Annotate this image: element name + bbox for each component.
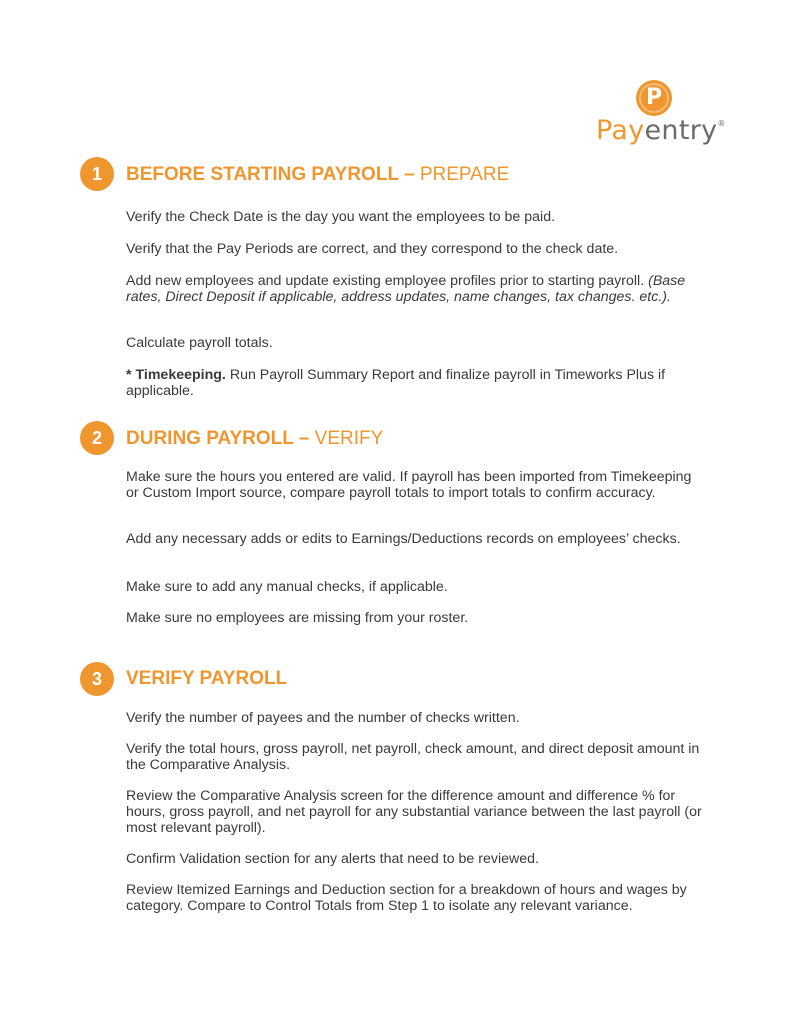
instruction-item: Add any necessary adds or edits to Earnings/Deductions records on employees’ checks.: [126, 531, 681, 547]
instruction-item: * Timekeeping. Run Payroll Summary Report and finalize payroll in Timeworks Plus if applicable.: [126, 367, 666, 399]
instruction-item: Review the Comparative Analysis screen for the difference amount and difference % for hours, gross payroll, and net payroll for any substantial variance between the last payroll (or most relevant payroll).: [126, 788, 702, 836]
instruction-item: Verify the number of payees and the number of checks written.: [126, 710, 520, 726]
section-heading: BEFORE STARTING PAYROLL – PREPARE: [126, 164, 510, 185]
step-number-badge: 3: [80, 662, 114, 696]
logo-mark-icon: P: [636, 80, 672, 116]
section-heading: DURING PAYROLL – VERIFY: [126, 428, 384, 449]
instruction-item: Make sure no employees are missing from your roster.: [126, 610, 469, 626]
section-heading: VERIFY PAYROLL: [126, 668, 288, 689]
instruction-item: Verify the Check Date is the day you want the employees to be paid.: [126, 209, 556, 225]
step-number-badge: 1: [80, 157, 114, 191]
instruction-item: Calculate payroll totals.: [126, 335, 273, 351]
payentry-logo: [596, 80, 726, 152]
instruction-item: Make sure to add any manual checks, if applicable.: [126, 579, 448, 595]
step-number-badge: 2: [80, 421, 114, 455]
instruction-item: Make sure the hours you entered are valid. If payroll has been imported from Timekeeping or Custom Import source, compare payroll totals to import totals to confirm accuracy.: [126, 469, 692, 501]
logo-wordmark: Payentry®: [596, 115, 726, 146]
instruction-item: Add new employees and update existing employee profiles prior to starting payroll. (Base rates, Direct Deposit if applicable, address updates, name changes, tax changes. etc.).: [126, 273, 686, 305]
instruction-item: Verify that the Pay Periods are correct, and they correspond to the check date.: [126, 241, 619, 257]
instruction-item: Confirm Validation section for any alerts that need to be reviewed.: [126, 851, 539, 867]
instruction-item: Review Itemized Earnings and Deduction section for a breakdown of hours and wages by category. Compare to Control Totals from Step 1 to isolate any relevant variance.: [126, 882, 687, 914]
instruction-item: Verify the total hours, gross payroll, net payroll, check amount, and direct deposit amount in the Comparative Analysis.: [126, 741, 700, 773]
